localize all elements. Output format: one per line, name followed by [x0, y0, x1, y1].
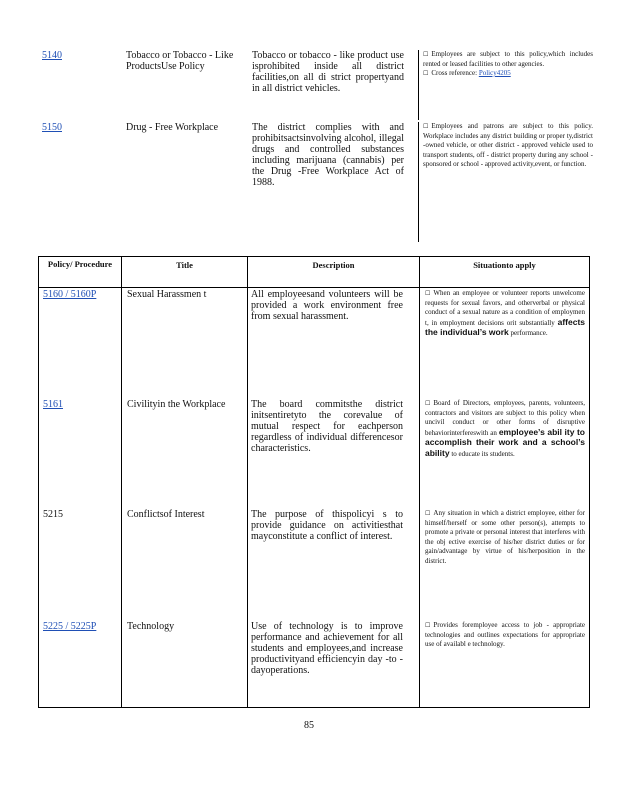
policy-description: Use of technology is to improve performance and achievement for all students and employees,and increase productivityand efficiencyin day -to -dayoperations. [251, 621, 403, 676]
table-row [39, 399, 589, 507]
policy-table [38, 256, 590, 708]
square-bullet-icon: ☐ [425, 400, 431, 407]
policy-link-5150[interactable]: 5150 [42, 122, 62, 133]
header-situation: Situationto apply [473, 260, 536, 270]
policy-situation: ☐ Any situation in which a district employee, either for himself/herself or some other person(s), attempts to promote a private or personal interest that interferes with the obj ective exercise of his/her district duties or for gain/advantage by virtue of his/herposition in the district. [425, 509, 585, 565]
policy-code: 5215 [43, 509, 63, 520]
upper-policy-rows [40, 50, 593, 246]
policy-row-5150 [40, 122, 593, 246]
policy-link-4205[interactable]: Policy4205 [478, 69, 511, 77]
policy-situation: ☐ Provides foremployee access to job - appropriate technologies and outlines expectations for appropriate use of availabl e technology. [425, 621, 585, 648]
square-bullet-icon: ☐ [423, 123, 429, 130]
policy-situation: ☐ Employees and patrons are subject to this policy. Workplace includes any district building or proper ty,district -owned vehicle, or other district - approved vehicle used to transport students, off - district property during any school - sponsored or school - approved activity,event, or function. [418, 122, 593, 242]
square-bullet-icon: ☐ [425, 510, 431, 517]
table-row [39, 621, 589, 707]
square-bullet-icon: ☐ [423, 70, 429, 77]
square-bullet-icon: ☐ [425, 622, 431, 629]
policy-title: Tobacco or Tobacco - Like ProductsUse Policy [126, 50, 234, 72]
header-policy: Policy/ Procedure [47, 259, 113, 269]
policy-title: Civilityin the Workplace [127, 399, 226, 410]
policy-title: Drug - Free Workplace [126, 122, 219, 133]
policy-situation: ☐ When an employee or volunteer reports unwelcome requests for sexual favors, and otherverbal or physical conduct of a sexual nature as a condition of employmen t, in employment decisions orit substantially affects the individual’s work performance. [425, 289, 586, 337]
policy-link-5160[interactable]: 5160 / 5160P [43, 289, 97, 300]
header-title: Title [176, 260, 193, 270]
policy-title: Sexual Harassmen t [127, 289, 207, 300]
table-row [39, 509, 589, 617]
policy-row-5140 [40, 50, 593, 122]
square-bullet-icon: ☐ [423, 51, 429, 58]
header-description: Description [312, 260, 355, 270]
policy-link-5161[interactable]: 5161 [43, 399, 63, 410]
policy-situation: ☐ Board of Directors, employees, parents, volunteers, contractors and visitors are subject to this policy when uncivil conduct or other forms of disruptive behaviorinterfereswith an employee’s abil ity to accomplish their work and a school’s ability to educate its students. [425, 399, 585, 458]
policy-link-5225[interactable]: 5225 / 5225P [43, 621, 97, 632]
policy-description: All employeesand volunteers will be provided a work environment free from sexual harassment. [251, 289, 403, 322]
policy-title: Conflictsof Interest [127, 509, 205, 520]
page-number: 85 [304, 720, 314, 731]
table-row [39, 289, 589, 401]
policy-description: The purpose of thispolicyi s to provide guidance on activitiesthat mayconstitute a conflict of interest. [251, 509, 403, 542]
policy-description: Tobacco or tobacco - like product use isprohibited inside all district facilities,on all di strict propertyand in all district vehicles. [252, 50, 404, 94]
policy-title: Technology [127, 621, 175, 632]
table-header [39, 257, 589, 288]
policy-situation: ☐ Employees are subject to this policy,which includes rented or leased facilities to other agencies. ☐ Cross reference: Policy4205 [418, 50, 593, 120]
policy-description: The board commitsthe district initsentiretyto the corevalue of mutual respect for eachperson regardless of individual differencesor characteristics. [251, 399, 403, 454]
square-bullet-icon: ☐ [425, 290, 431, 297]
policy-link-5140[interactable]: 5140 [42, 50, 62, 61]
policy-description: The district complies with and prohibitsactsinvolving alcohol, illegal drugs and controlled substances including marijuana (cannabis) per the Drug -Free Workplace Act of 1988. [252, 122, 404, 188]
